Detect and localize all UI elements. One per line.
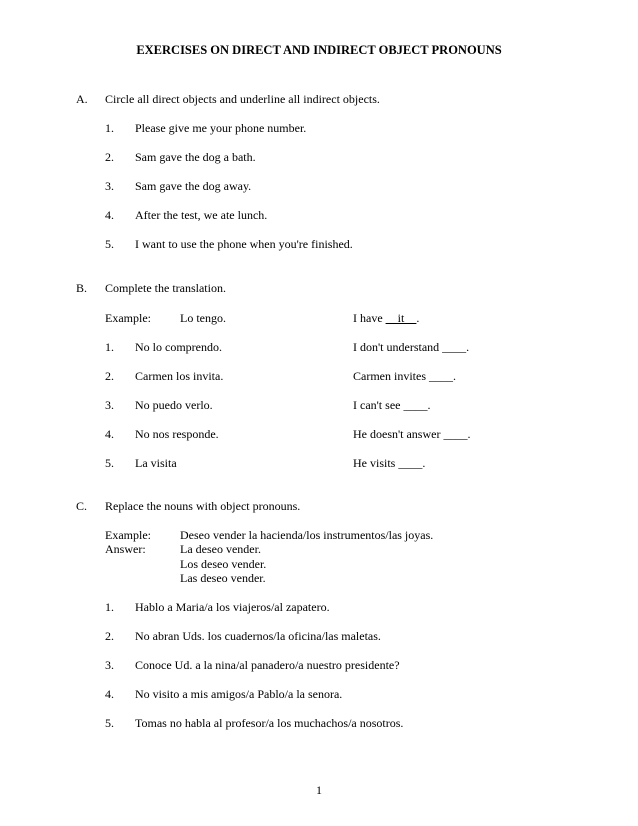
- answer-line: Los deseo vender.: [180, 557, 267, 571]
- section-instruction: Complete the translation.: [105, 281, 226, 295]
- item-text: Sam gave the dog a bath.: [135, 150, 256, 164]
- example-english-suffix: .: [416, 311, 420, 325]
- example-spanish: Lo tengo.: [180, 311, 226, 325]
- item-number: 4.: [105, 427, 114, 441]
- answer-line: La deseo vender.: [180, 542, 261, 556]
- page-number: 1: [316, 783, 322, 797]
- section-letter: B.: [76, 281, 88, 295]
- item-number: 5.: [105, 237, 114, 251]
- item-number: 4.: [105, 687, 114, 701]
- item-number: 1.: [105, 121, 114, 135]
- section-instruction: Circle all direct objects and underline all indirect objects.: [105, 92, 380, 106]
- item-english: I don't understand ____.: [353, 340, 470, 354]
- item-english: He visits ____.: [353, 456, 426, 470]
- item-number: 2.: [105, 150, 114, 164]
- item-number: 5.: [105, 716, 114, 730]
- answer-line: Las deseo vender.: [180, 571, 266, 585]
- item-number: 4.: [105, 208, 114, 222]
- item-number: 1.: [105, 600, 114, 614]
- item-number: 2.: [105, 369, 114, 383]
- item-number: 5.: [105, 456, 114, 470]
- item-spanish: No lo comprendo.: [135, 340, 222, 354]
- example-label: Example:: [105, 528, 151, 542]
- item-text: Tomas no habla al profesor/a los muchachos/a nosotros.: [135, 716, 404, 730]
- section-instruction: Replace the nouns with object pronouns.: [105, 499, 301, 513]
- example-english-prefix: I have: [353, 311, 386, 325]
- item-text: Conoce Ud. a la nina/al panadero/a nuestro presidente?: [135, 658, 400, 672]
- item-text: Please give me your phone number.: [135, 121, 307, 135]
- item-number: 1.: [105, 340, 114, 354]
- page-title: EXERCISES ON DIRECT AND INDIRECT OBJECT PRONOUNS: [136, 43, 502, 57]
- item-english: Carmen invites ____.: [353, 369, 456, 383]
- example-english: [353, 311, 419, 325]
- item-english: I can't see ____.: [353, 398, 431, 412]
- item-text: After the test, we ate lunch.: [135, 208, 268, 222]
- item-text: No visito a mis amigos/a Pablo/a la senora.: [135, 687, 343, 701]
- item-text: Sam gave the dog away.: [135, 179, 252, 193]
- item-number: 3.: [105, 179, 114, 193]
- item-spanish: No puedo verlo.: [135, 398, 213, 412]
- item-spanish: Carmen los invita.: [135, 369, 224, 383]
- section-letter: C.: [76, 499, 88, 513]
- item-text: Hablo a Maria/a los viajeros/al zapatero.: [135, 600, 330, 614]
- item-spanish: No nos responde.: [135, 427, 219, 441]
- example-label: Example:: [105, 311, 151, 325]
- item-text: I want to use the phone when you're finished.: [135, 237, 353, 251]
- item-english: He doesn't answer ____.: [353, 427, 471, 441]
- section-letter: A.: [76, 92, 88, 106]
- item-spanish: La visita: [135, 456, 177, 470]
- example-answer-blank: __it__: [385, 311, 417, 325]
- item-number: 3.: [105, 398, 114, 412]
- item-number: 3.: [105, 658, 114, 672]
- answer-label: Answer:: [105, 542, 146, 556]
- example-text: Deseo vender la hacienda/los instrumentos/las joyas.: [180, 528, 434, 542]
- item-text: No abran Uds. los cuadernos/la oficina/las maletas.: [135, 629, 381, 643]
- item-number: 2.: [105, 629, 114, 643]
